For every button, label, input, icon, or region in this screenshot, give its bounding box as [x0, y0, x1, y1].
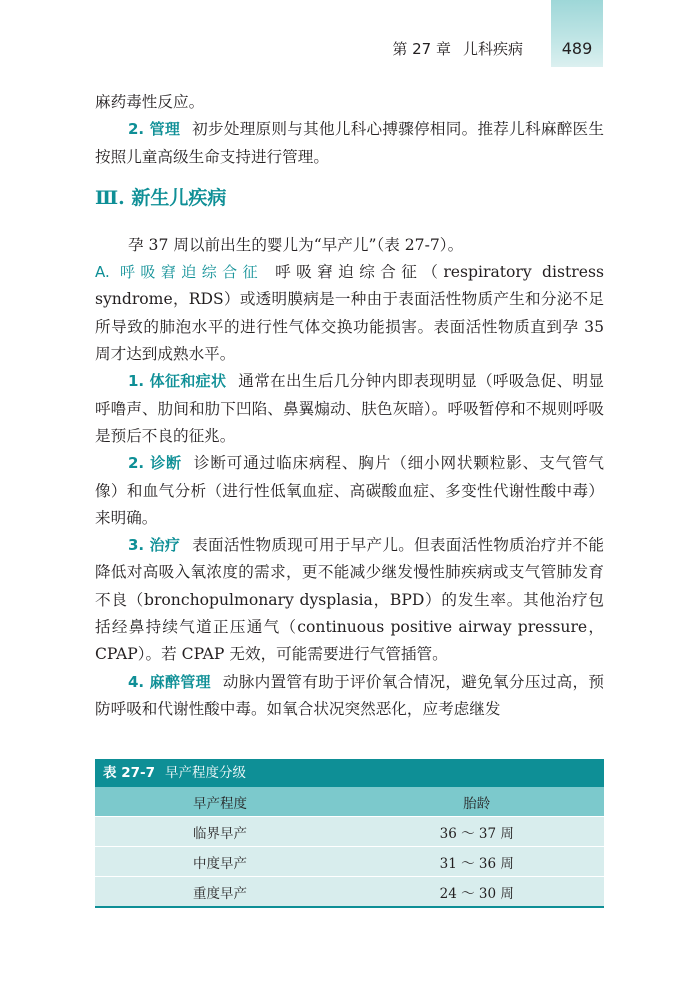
paragraph-management-text: 初步处理原则与其他儿科心搏骤停相同。推荐儿科麻醉医生按照儿童高级生命支持进行管理。 [95, 120, 604, 166]
chapter-number: 第 27 章 [392, 40, 451, 58]
paragraph-rds-text: 呼吸窘迫综合征（respiratory distress syndrome，RDS）或透明膜病是一种由于表面活性物质产生和分泌不足所导致的肺泡水平的进行性气体交换功能损害。表面活性物质直到孕 35 周才达到成熟水平。 [95, 263, 604, 364]
paragraph-diagnosis [95, 450, 604, 532]
paragraph-preterm-definition: 孕 37 周以前出生的婴儿为“早产儿”（表 27-7）。 [128, 235, 464, 254]
subheading-treatment: 3. 治疗 [128, 536, 181, 555]
cell-gestational-age: 31 ～ 36 周 [350, 847, 605, 877]
section-title: Ⅲ. 新生儿疾病 [95, 186, 227, 209]
paragraph-treatment-text: 表面活性物质现可用于早产儿。但表面活性物质治疗并不能降低对高吸入氧浓度的需求，更不能减少继发慢性肺疾病或支气管肺发育不良（bronchopulmonary dysplasia，BPD）的发生率。其他治疗包括经鼻持续气道正压通气（continuous positive airway pressure，CPAP）。若 CPAP 无效，可能需要进行气管插管。 [95, 536, 604, 664]
table-caption-label: 表 27-7 [103, 765, 155, 781]
page-body [95, 89, 604, 723]
paragraph-anesthesia-text: 动脉内置管有助于评价氧合情况，避免氧分压过高，预防呼吸和代谢性酸中毒。如氧合状况突然恶化，应考虑继发 [95, 672, 604, 718]
table-header-row [95, 787, 604, 817]
paragraph-signs-text: 通常在出生后几分钟内即表现明显（呼吸急促、明显呼噜声、肋间和肋下凹陷、鼻翼煽动、肤色灰暗）。呼吸暂停和不规则呼吸是预后不良的征兆。 [95, 372, 604, 445]
paragraph-rds [95, 259, 604, 368]
table-caption-title: 早产程度分级 [164, 765, 246, 781]
paragraph-continuation: 麻药毒性反应。 [95, 93, 205, 111]
chapter-title: 儿科疾病 [462, 40, 523, 58]
cell-degree: 临界早产 [95, 817, 350, 847]
subheading-management: 2. 管理 [128, 120, 181, 139]
header-gestational-age: 胎龄 [350, 787, 605, 817]
table-caption [95, 759, 604, 787]
cell-degree: 中度早产 [95, 847, 350, 877]
cell-gestational-age: 36 ～ 37 周 [350, 817, 605, 847]
cell-gestational-age: 24 ～ 30 周 [350, 877, 605, 908]
table-prematurity [95, 759, 604, 908]
subheading-rds: A. 呼吸窘迫综合征 [95, 263, 264, 282]
subheading-anesthesia: 4. 麻醉管理 [128, 672, 211, 691]
paragraph-signs [95, 368, 604, 450]
running-header [392, 38, 523, 59]
paragraph-anesthesia [95, 669, 604, 724]
table-row [95, 847, 604, 877]
cell-degree: 重度早产 [95, 877, 350, 908]
paragraph-diagnosis-text: 诊断可通过临床病程、胸片（细小网状颗粒影、支气管气像）和血气分析（进行性低氧血症、高碳酸血症、多变性代谢性酸中毒）来明确。 [95, 454, 604, 527]
subheading-signs: 1. 体征和症状 [128, 372, 227, 391]
page-number-tab [551, 0, 603, 67]
table-row [95, 817, 604, 847]
header-degree: 早产程度 [95, 787, 350, 817]
page-number: 489 [561, 39, 593, 58]
paragraph-treatment [95, 532, 604, 668]
subheading-diagnosis: 2. 诊断 [128, 454, 182, 473]
paragraph-management [95, 116, 604, 171]
table-row [95, 877, 604, 908]
prematurity-table [95, 787, 604, 908]
